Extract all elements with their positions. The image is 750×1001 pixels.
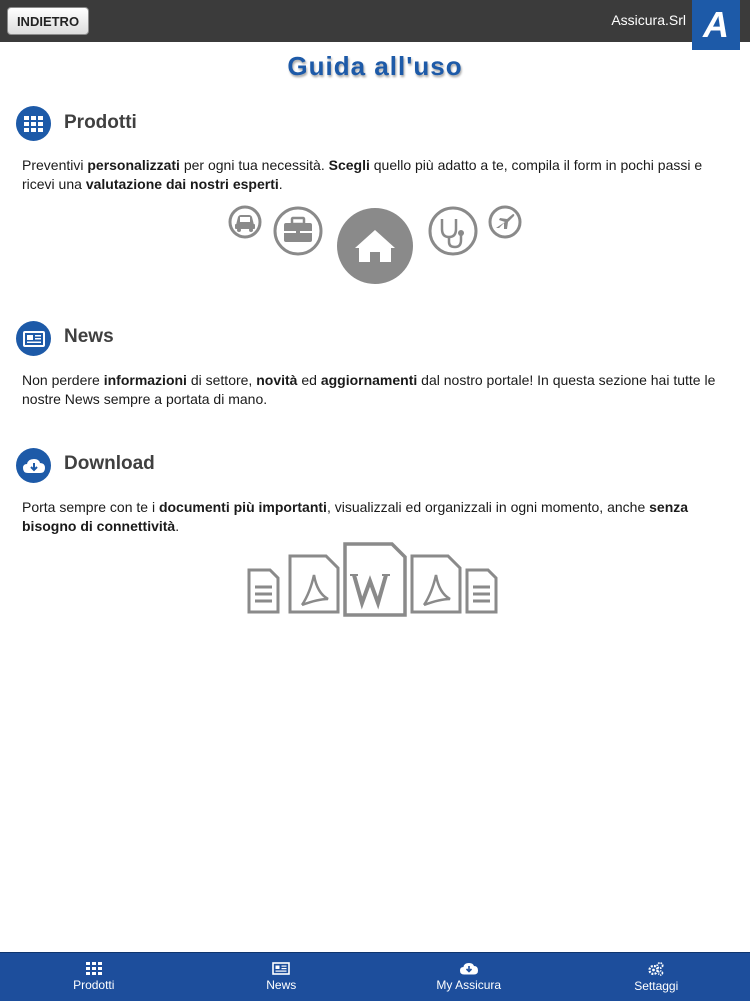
tab-my-assicura[interactable] — [375, 953, 563, 1001]
newspaper-icon — [272, 962, 290, 975]
products-section-text: Preventivi personalizzati per ogni tua necessità. Scegli quello più adatto a te, compila il form in pochi passi e ricevi una valutazione dai nostri esperti. — [22, 156, 728, 194]
text-document-icon — [467, 570, 496, 612]
products-illustration — [222, 200, 528, 290]
bottom-tab-bar — [0, 952, 750, 1001]
briefcase-icon — [275, 208, 321, 254]
grid-icon — [86, 962, 102, 975]
tab-prodotti[interactable] — [0, 953, 188, 1001]
brand-logo — [692, 0, 740, 50]
back-button[interactable]: INDIETRO — [7, 7, 89, 35]
news-section-title: News — [64, 326, 114, 348]
page-title: Guida all'uso — [0, 51, 750, 82]
tab-label: Prodotti — [73, 978, 114, 992]
news-section-text: Non perdere informazioni di settore, novità ed aggiornamenti dal nostro portale! In questa sezione hai tutte le nostre News sempre a portata di mano. — [22, 371, 728, 409]
home-icon — [337, 208, 413, 284]
download-section-text: Porta sempre con te i documenti più importanti, visualizzali ed organizzali in ogni momento, anche senza bisogno di connettività. — [22, 498, 728, 536]
word-document-icon — [345, 544, 405, 615]
text-document-icon — [249, 570, 278, 612]
pdf-document-icon — [412, 556, 460, 612]
tab-label: Settaggi — [634, 979, 678, 993]
gears-icon — [648, 962, 664, 976]
tab-label: News — [266, 978, 296, 992]
tab-label: My Assicura — [436, 978, 501, 992]
brand-name: Assicura.Srl — [611, 12, 686, 28]
documents-illustration — [244, 541, 506, 619]
airplane-icon — [490, 207, 520, 237]
download-section-title: Download — [64, 453, 155, 475]
tab-settaggi[interactable] — [563, 953, 750, 1001]
brand-logo-letter: A — [703, 7, 729, 43]
stethoscope-icon — [430, 208, 476, 254]
news-newspaper-icon — [16, 321, 51, 356]
pdf-document-icon — [290, 556, 338, 612]
car-icon — [230, 207, 260, 237]
products-section-title: Prodotti — [64, 112, 137, 134]
products-grid-icon — [16, 106, 51, 141]
download-cloud-icon — [16, 448, 51, 483]
tab-news[interactable] — [188, 953, 376, 1001]
cloud-download-icon — [460, 962, 478, 975]
top-bar — [0, 0, 750, 42]
